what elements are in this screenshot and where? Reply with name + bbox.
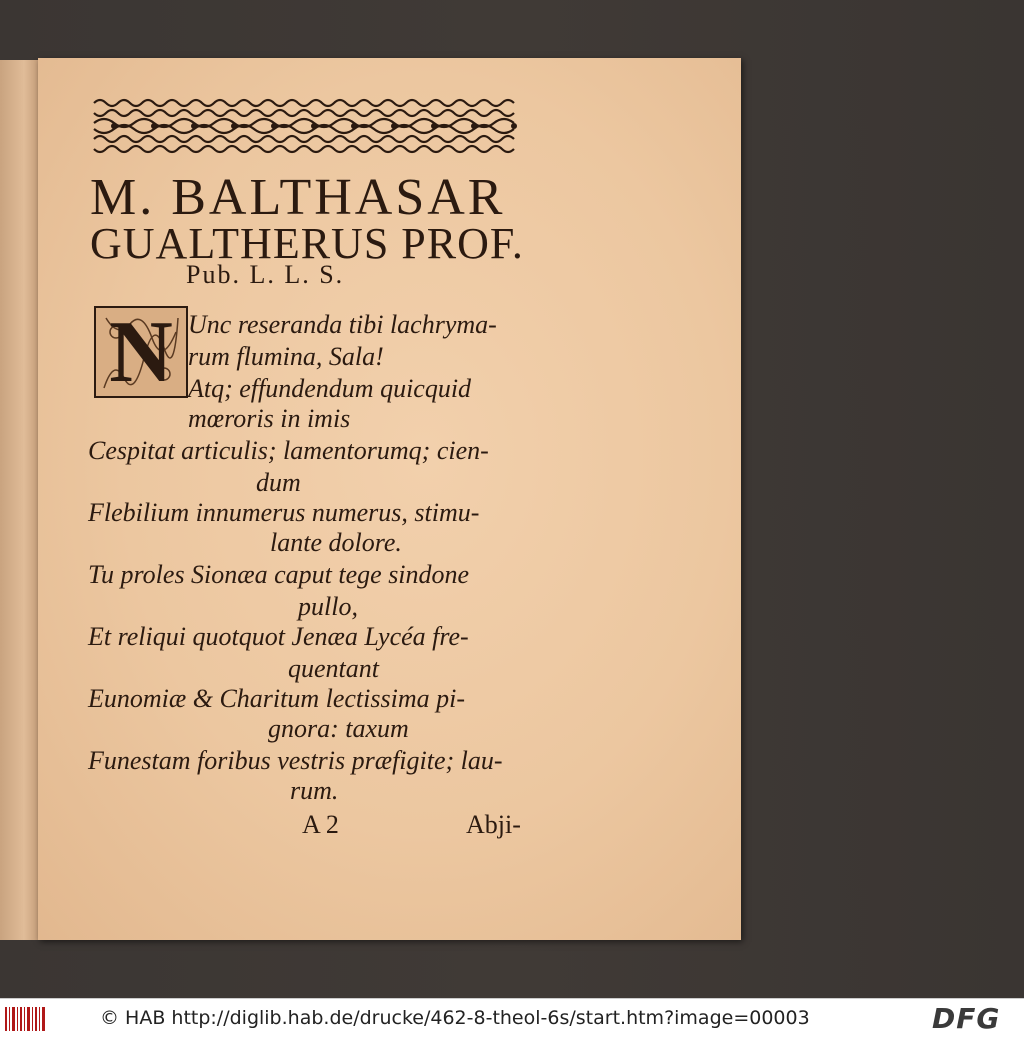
ornamental-border bbox=[90, 95, 534, 157]
text-line: mœroris in imis bbox=[188, 404, 351, 433]
facing-page-edge bbox=[0, 60, 40, 940]
text-line: rum flumina, Sala! bbox=[188, 342, 384, 371]
drop-cap-letter: N bbox=[109, 304, 173, 401]
text-line: lante dolore. bbox=[270, 528, 402, 557]
catchword: Abji- bbox=[466, 810, 521, 839]
heading-subtitle: Pub. L. L. S. bbox=[186, 260, 345, 289]
footer-bar bbox=[0, 998, 1024, 1039]
text-line: pullo, bbox=[298, 592, 358, 621]
book-page bbox=[38, 58, 741, 940]
heading-author-name: M. BALTHASAR bbox=[90, 169, 506, 226]
text-line: quentant bbox=[288, 654, 379, 683]
barcode-icon bbox=[4, 1005, 48, 1033]
text-line: gnora: taxum bbox=[268, 714, 409, 743]
dfg-logo-icon: DFG bbox=[932, 1002, 1001, 1035]
citation-link[interactable]: © HAB http://diglib.hab.de/drucke/462-8-theol-6s/start.htm?image=00003 bbox=[100, 1007, 810, 1029]
text-line: Eunomiæ & Charitum lectissima pi- bbox=[88, 684, 465, 713]
heading-author-surname: GUALTHERUS PROF. bbox=[90, 219, 524, 268]
text-line: Tu proles Sionæa caput tege sindone bbox=[88, 560, 470, 589]
text-line: Cespitat articulis; lamentorumq; cien- bbox=[88, 436, 489, 465]
text-line: Flebilium innumerus numerus, stimu- bbox=[88, 498, 480, 527]
text-line: Funestam foribus vestris præfigite; lau- bbox=[88, 746, 503, 775]
text-line: Atq; effundendum quicquid bbox=[188, 374, 472, 403]
text-line: rum. bbox=[290, 776, 339, 805]
text-line: Et reliqui quotquot Jenæa Lycéa fre- bbox=[88, 622, 469, 651]
text-line: Unc reseranda tibi lachryma- bbox=[188, 310, 497, 339]
signature-mark: A 2 bbox=[302, 810, 339, 839]
drop-cap-initial bbox=[94, 304, 188, 401]
text-line: dum bbox=[256, 468, 301, 497]
